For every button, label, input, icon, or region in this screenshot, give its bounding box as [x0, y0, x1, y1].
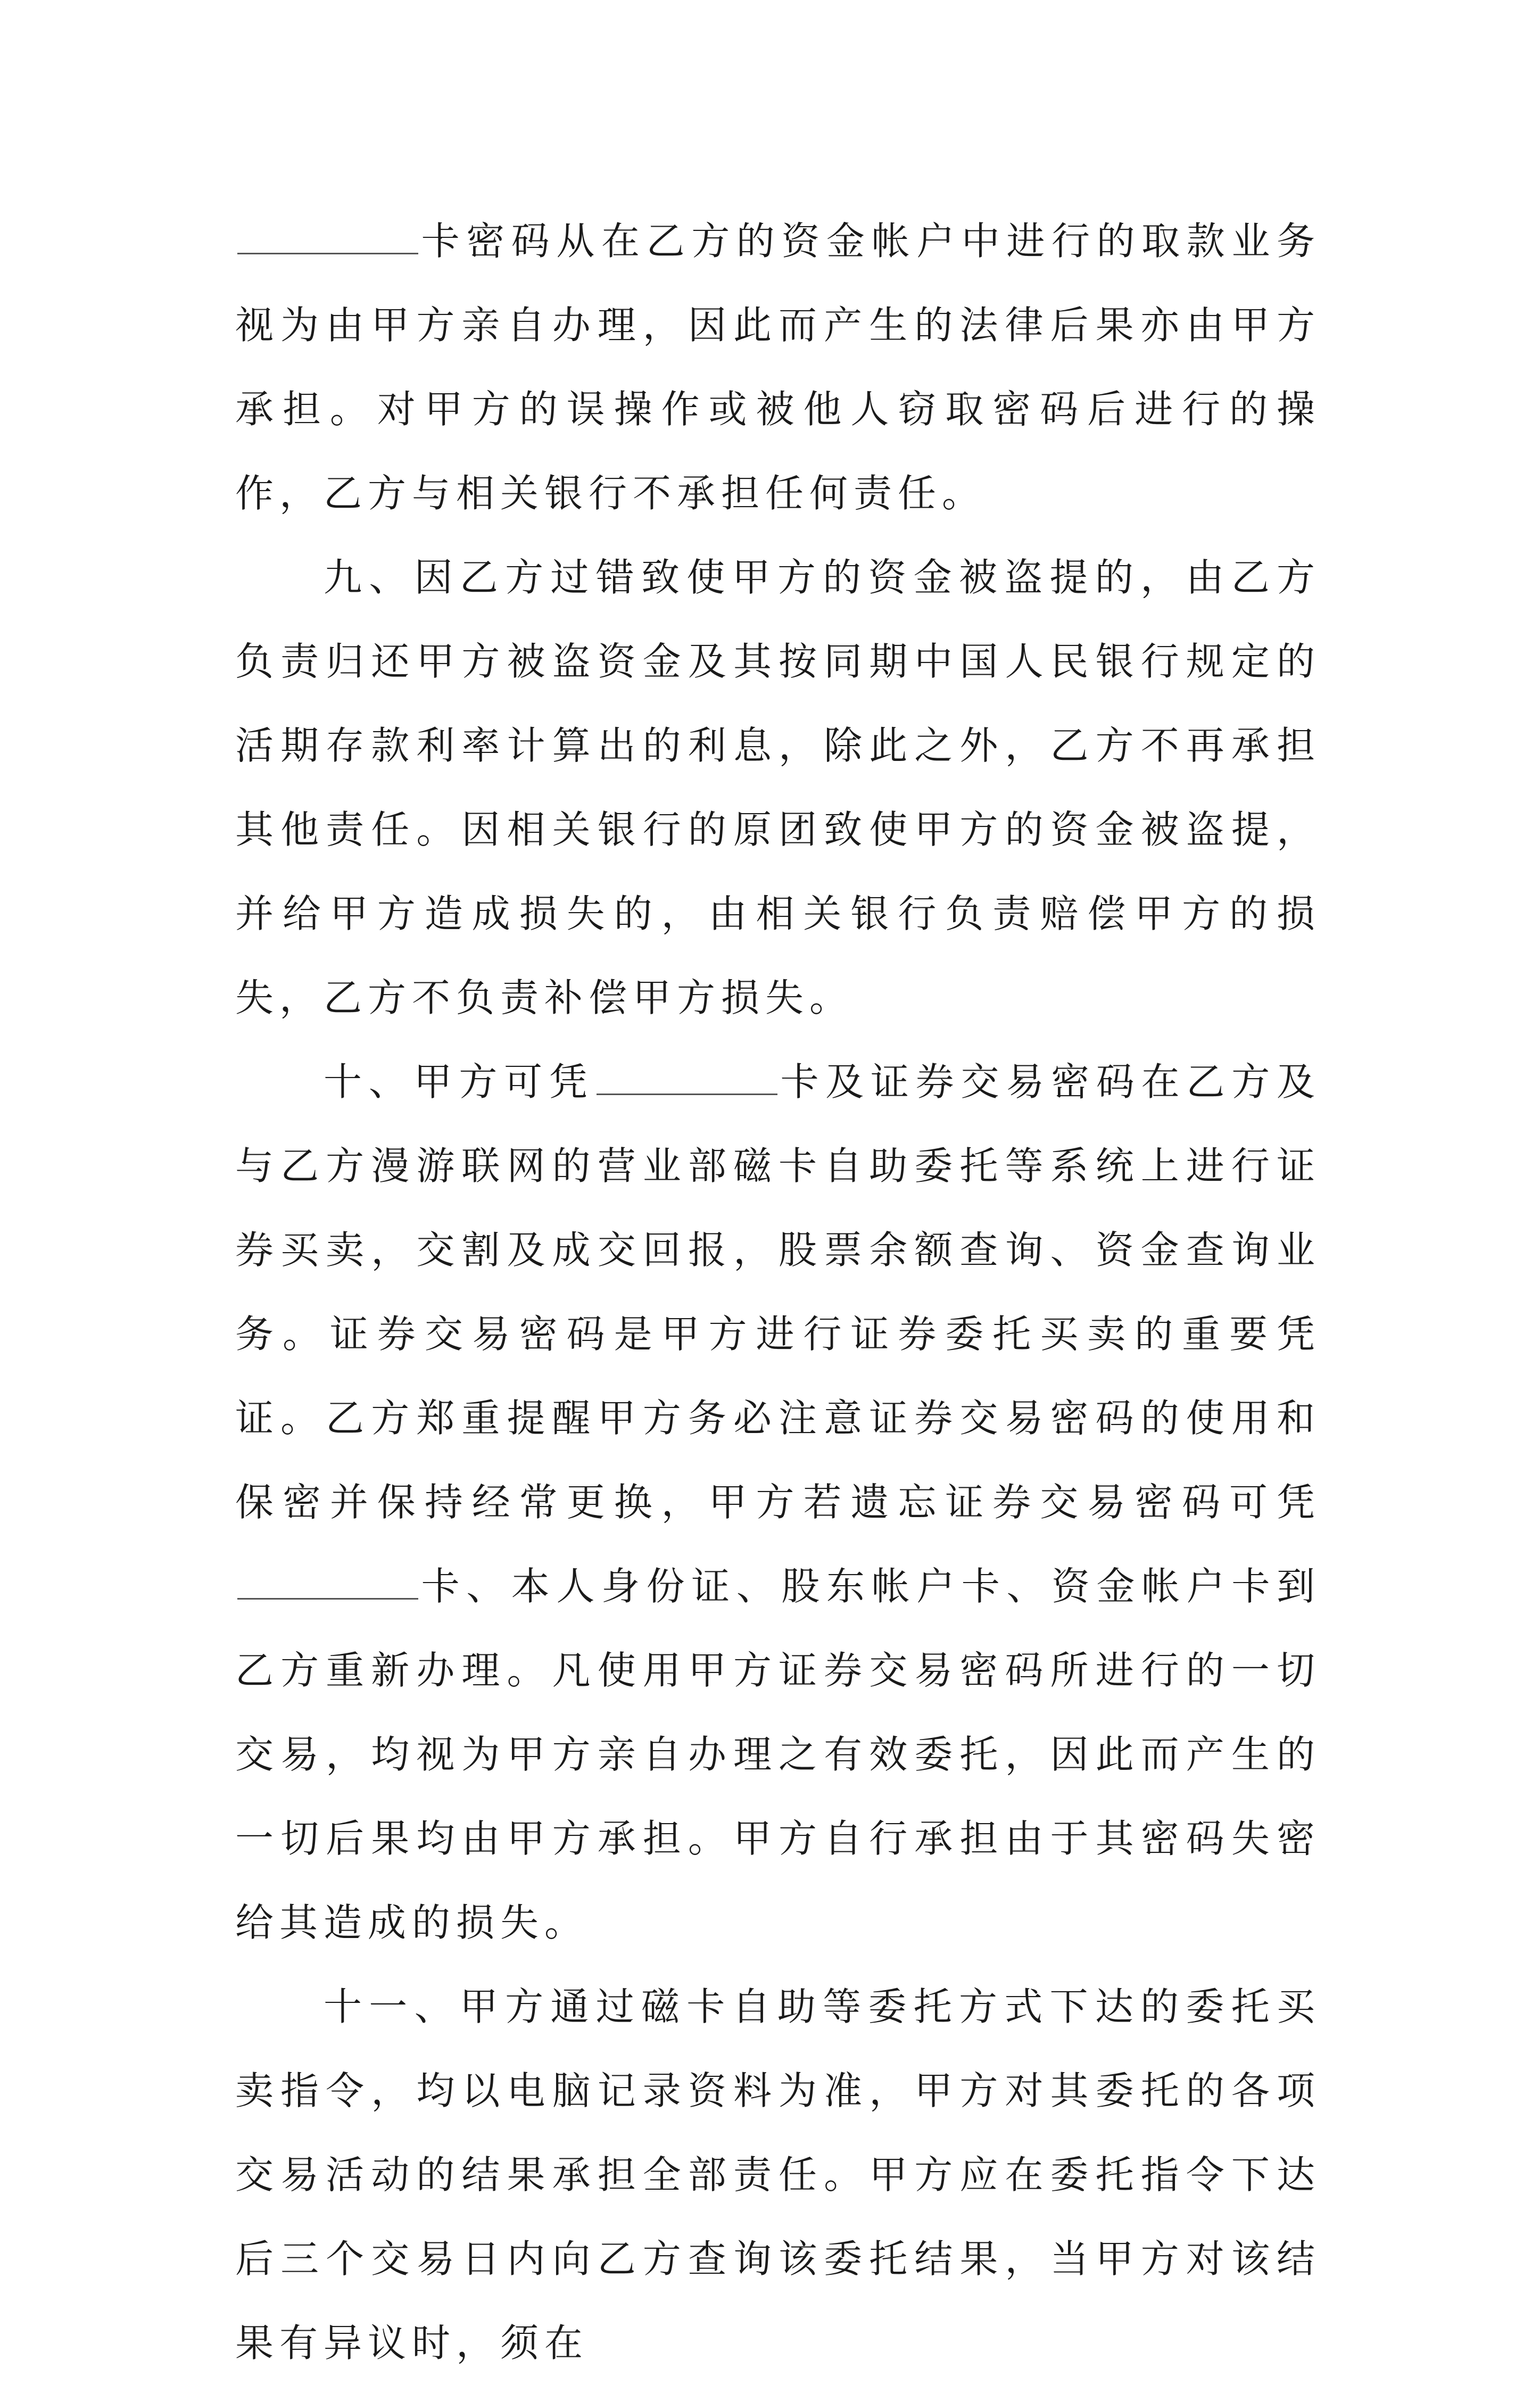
- paragraph-10: [235, 1040, 1321, 1965]
- paragraph-11: [235, 1965, 1321, 2385]
- paragraph-text: 卡密码从在乙方的资金帐户中进行的取款业务视为由甲方亲自办理，因此而产生的法律后果亦由甲方承担。对甲方的误操作或被他人窃取密码后进行的操作，乙方与相关银行不承担任何责任。: [235, 219, 1321, 516]
- paragraph-text: 十一、甲方通过磁卡自助等委托方式下达的委托买卖指令，均以电脑记录资料为准，甲方对其委托的各项交易活动的结果承担全部责任。甲方应在委托指令下达后三个交易日内向乙方查询该委托结果，当甲方对该结果有异议时，须在: [235, 1984, 1321, 2365]
- paragraph-text: 九、因乙方过错致使甲方的资金被盗提的，由乙方负责归还甲方被盗资金及其按同期中国人民银行规定的活期存款利率计算出的利息，除此之外，乙方不再承担其他责任。因相关银行的原团致使甲方的资金被盗提，并给甲方造成损失的，由相关银行负责赔偿甲方的损失，乙方不负责补偿甲方损失。: [235, 555, 1321, 1020]
- paragraph-8-continuation: [235, 199, 1321, 535]
- fill-in-blank: [237, 1560, 418, 1600]
- paragraph-text: 十、甲方可凭: [324, 1059, 594, 1104]
- fill-in-blank: [597, 1055, 777, 1095]
- paragraph-9: [235, 535, 1321, 1040]
- paragraph-text: 卡、本人身份证、股东帐户卡、资金帐户卡到乙方重新办理。凡使用甲方证券交易密码所进行的一切交易，均视为甲方亲自办理之有效委托，因此而产生的一切后果均由甲方承担。甲方自行承担由于其密码失密给其造成的损失。: [235, 1564, 1321, 1945]
- document-page: [235, 199, 1321, 2385]
- paragraph-text: 卡及证券交易密码在乙方及与乙方漫游联网的营业部磁卡自助委托等系统上进行证券买卖，交割及成交回报，股票余额查询、资金查询业务。证券交易密码是甲方进行证券委托买卖的重要凭证。乙方郑重提醒甲方务必注意证券交易密码的使用和保密并保持经常更换，甲方若遗忘证券交易密码可凭: [235, 1059, 1321, 1525]
- fill-in-blank: [237, 214, 418, 254]
